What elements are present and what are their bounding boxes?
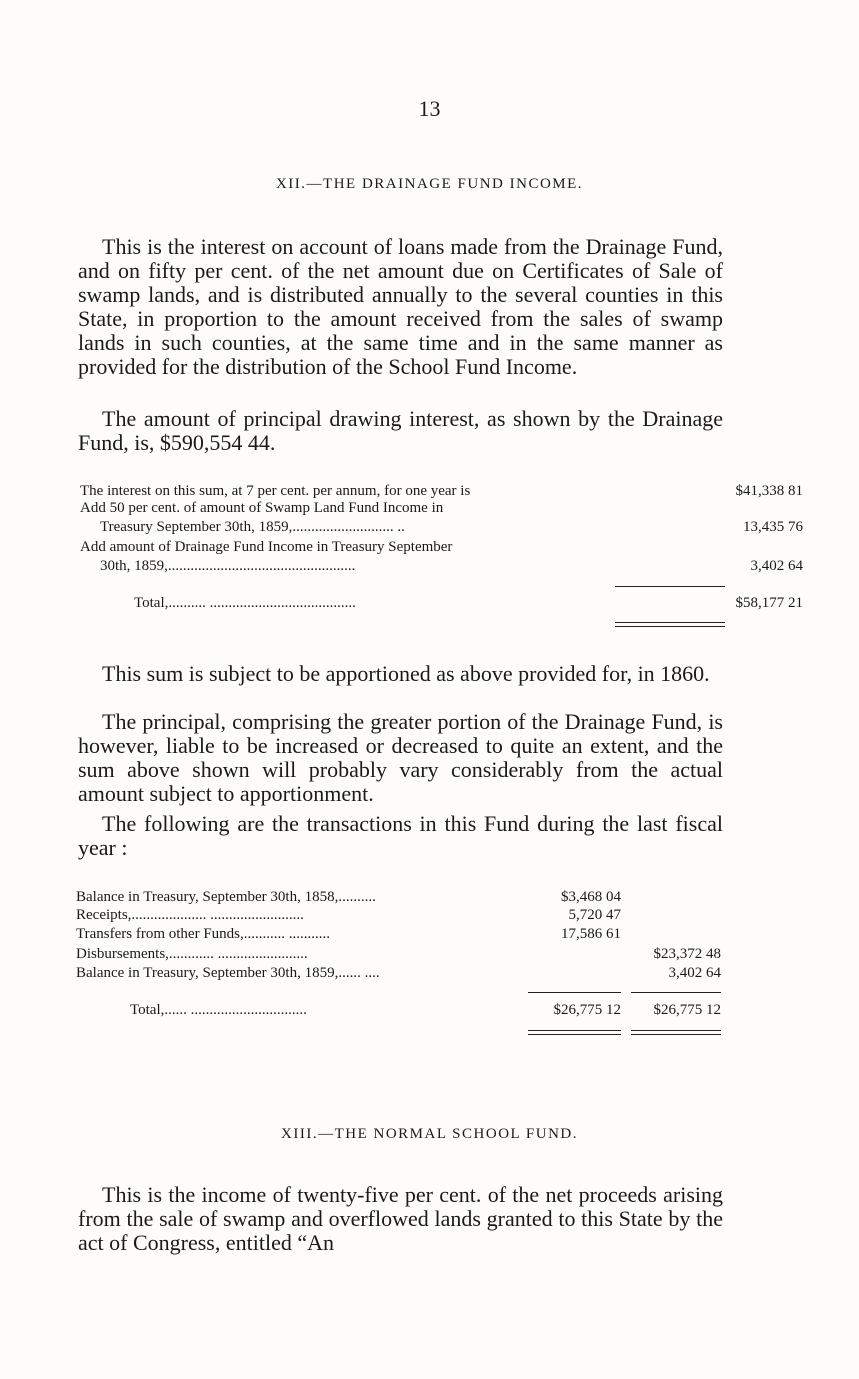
total-row: [76, 1001, 721, 1019]
total-amount-debit: $26,775 12: [553, 1002, 621, 1018]
row-label: Balance in Treasury, September 30th, 1858,..........: [76, 889, 376, 905]
row-amount: $41,338 81: [735, 483, 803, 499]
paragraph: This sum is subject to be apportioned as above provided for, in 1860.: [102, 661, 710, 686]
row-label: 30th, 1859,..................................................: [100, 558, 356, 574]
row-amount-debit: 17,586 61: [561, 926, 621, 942]
total-row: [80, 594, 803, 612]
double-rule: [631, 1034, 721, 1035]
sum-rule: [631, 992, 721, 993]
paragraph: The amount of principal drawing interest, as shown by the Drainage Fund, is, $590,554 44.: [78, 406, 723, 455]
row-amount-debit: $3,468 04: [561, 889, 621, 905]
paragraph: The following are the transactions in this Fund during the last fiscal year :: [78, 811, 723, 860]
sum-rule: [528, 992, 621, 993]
row-label: Balance in Treasury, September 30th, 1859,...... ....: [76, 965, 380, 981]
row-amount-credit: $23,372 48: [653, 946, 721, 962]
row-label: Transfers from other Funds,........... ...........: [76, 926, 331, 942]
table-row: [76, 906, 721, 924]
table-row: [76, 964, 721, 982]
total-label: Total,...... ...............................: [130, 1002, 307, 1018]
double-rule: [528, 1030, 621, 1031]
table-row: [76, 888, 721, 906]
row-label: Add amount of Drainage Fund Income in Treasury September: [80, 539, 453, 555]
interest-table: [80, 482, 803, 632]
table-row: [80, 538, 725, 556]
page-number: 13: [418, 96, 441, 121]
double-rule: [615, 622, 725, 623]
table-row: [76, 945, 721, 963]
table-row: [80, 499, 725, 517]
double-rule: [528, 1034, 621, 1035]
table-row: [80, 518, 803, 536]
row-amount: 13,435 76: [743, 519, 803, 535]
row-label: Disbursements,............ ........................: [76, 946, 308, 962]
row-amount-debit: 5,720 47: [568, 907, 621, 923]
total-amount: $58,177 21: [735, 595, 803, 611]
double-rule: [615, 626, 725, 627]
row-label: Receipts,.................... .........................: [76, 907, 304, 923]
total-amount-credit: $26,775 12: [653, 1002, 721, 1018]
double-rule: [631, 1030, 721, 1031]
transactions-table: [76, 888, 721, 1048]
row-amount-credit: 3,402 64: [668, 965, 721, 981]
section-heading-drainage-fund: XII.—THE DRAINAGE FUND INCOME.: [275, 176, 584, 192]
row-amount: 3,402 64: [750, 558, 803, 574]
table-row: [80, 557, 803, 575]
sum-rule: [615, 586, 725, 587]
total-label: Total,.......... .......................................: [134, 595, 356, 611]
row-label: The interest on this sum, at 7 per cent. per annum, for one year is: [80, 483, 471, 499]
paragraph: This is the interest on account of loans made from the Drainage Fund, and on fifty per cent. of the net amount due on Certificates of Sale of swamp lands, and is distributed annually to the several counties in this State, in proportion to the amount received from the sales of swamp lands in such counties, at the same time and in the same manner as provided for the distribution of the School Fund Income.: [78, 234, 723, 379]
paragraph: The principal, comprising the greater portion of the Drainage Fund, is however, liable to be increased or decreased to quite an extent, and the sum above shown will probably vary considerably from the actual amount subject to apportionment.: [78, 709, 723, 806]
row-label: Treasury September 30th, 1859,........................... ..: [100, 519, 405, 535]
paragraph: This is the income of twenty-five per cent. of the net proceeds arising from the sale of swamp and overflowed lands granted to this State by the act of Congress, entitled “An: [78, 1182, 723, 1255]
row-label: Add 50 per cent. of amount of Swamp Land Fund Income in: [80, 500, 444, 516]
section-heading-normal-school-fund: XIII.—THE NORMAL SCHOOL FUND.: [281, 1126, 578, 1142]
table-row: [76, 925, 721, 943]
table-row: [80, 482, 803, 500]
